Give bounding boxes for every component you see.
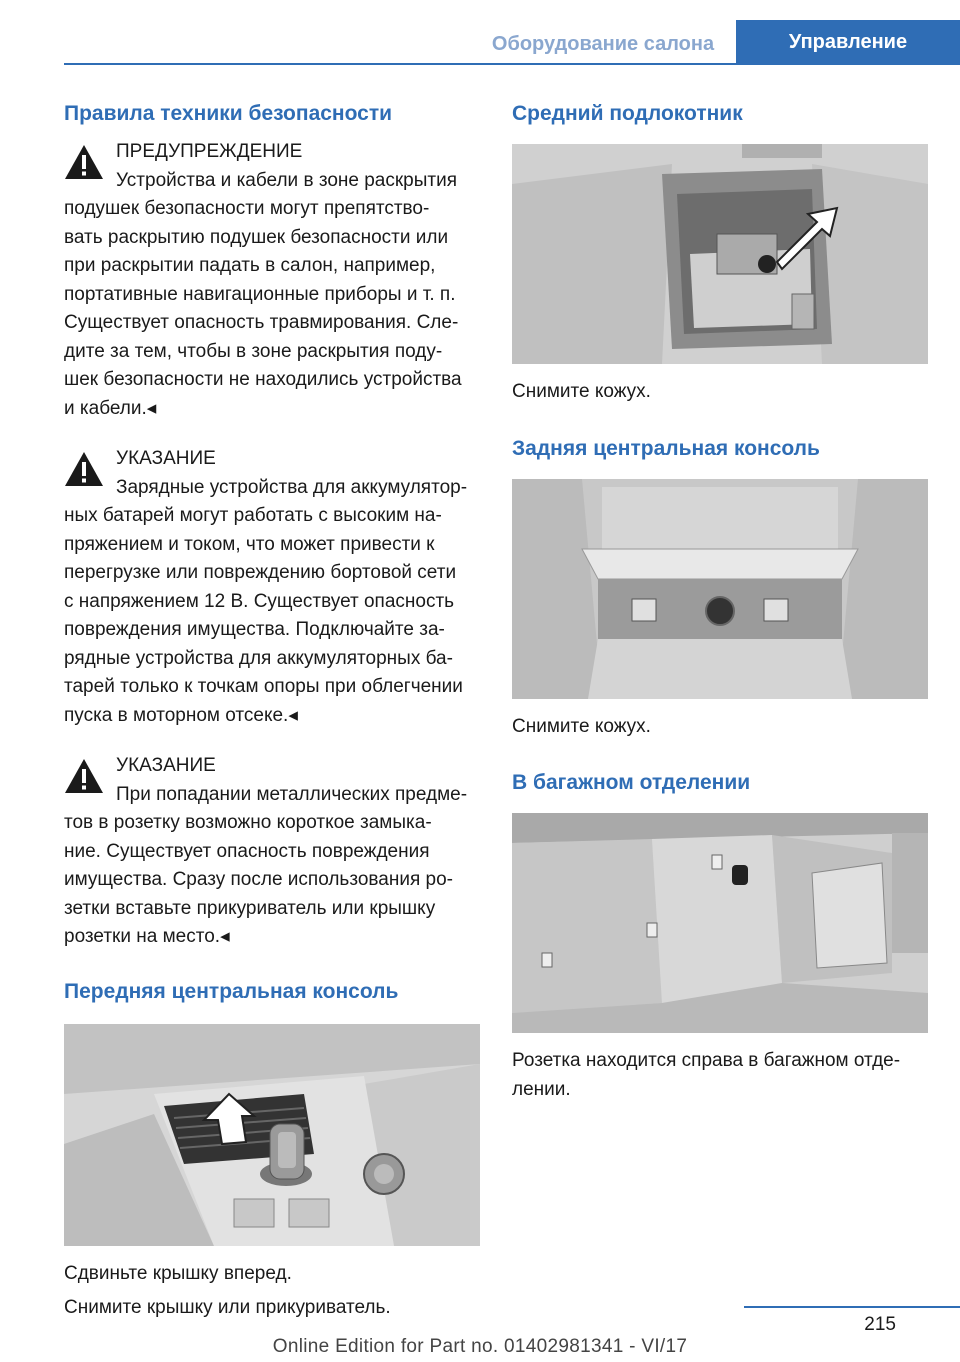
front-console-caption-2: Снимите крышку или прикуриватель.	[64, 1297, 391, 1318]
trunk-caption: Розетка находится справа в багажном отде- лении.	[512, 1050, 901, 1100]
trunk-heading: В багажном отделении	[512, 771, 751, 794]
warning-body: подушек безопасности могут препятство- вать раскрытию подушек безопасности или при раскрытии падать в салон, например, портативные навигационные приборы и т. п. Существует опасность травмирования. Сле- дите за тем, чтобы в зоне раскрытия поду- шек безопасности не находились устройства и кабели.◂	[64, 198, 462, 419]
warning-label: ПРЕДУПРЕЖДЕНИЕ	[116, 141, 303, 162]
warning-first-line: Устройства и кабели в зоне раскрытия	[116, 169, 457, 191]
rear-console-caption: Снимите кожух.	[512, 715, 651, 737]
header-chapter-tab: Управление	[736, 20, 960, 64]
front-console-heading: Передняя центральная консоль	[64, 979, 399, 1003]
edition-footer: Online Edition for Part no. 01402981341 - VI/17	[272, 1336, 688, 1357]
rear-console-illustration	[512, 479, 928, 699]
warning-triangle-icon	[64, 144, 104, 180]
notice-body: ных батарей могут работать с высоким на- пряжением и током, что может привести к перегрузке или повреждению бортовой сети с напряжением 12 В. Существует опасность повреждения имущества. Подключайте за- рядные устройства для аккумуляторных ба- тарей только к точкам опоры при облегчении пуска в моторном отсеке.◂	[64, 505, 463, 726]
armrest-caption: Снимите кожух.	[512, 381, 651, 402]
header-rule	[64, 63, 960, 65]
notice-first-line: Зарядные устройства для аккумулятор-	[116, 476, 468, 498]
notice-label: УКАЗАНИЕ	[116, 755, 216, 776]
notice-block-charger	[64, 445, 480, 730]
warning-triangle-icon	[64, 451, 104, 487]
warning-triangle-icon	[64, 758, 104, 794]
trunk-illustration	[512, 813, 928, 1033]
notice-body: тов в розетку возможно короткое замыка- ние. Существует опасность повреждения имущества. Сразу после использования ро- зетки вставьте прикуриватель или крышку розетки на место.◂	[64, 812, 453, 947]
page-number: 215	[864, 1314, 896, 1335]
header-section-title: Оборудование салона	[491, 32, 715, 55]
notice-first-line: При попадании металлических предме-	[116, 783, 468, 805]
warning-block	[64, 138, 480, 423]
page-number-rule	[744, 1306, 960, 1308]
armrest-illustration	[512, 144, 928, 364]
safety-heading: Правила техники безопасности	[64, 102, 393, 125]
notice-block-metal	[64, 752, 480, 952]
front-console-illustration	[64, 1024, 480, 1246]
left-column	[64, 100, 480, 1323]
right-column	[512, 100, 928, 1104]
rear-console-heading: Задняя центральная консоль	[512, 436, 820, 460]
notice-label: УКАЗАНИЕ	[116, 448, 216, 469]
armrest-heading: Средний подлокотник	[512, 102, 743, 125]
front-console-caption-1: Сдвиньте крышку вперед.	[64, 1262, 292, 1284]
